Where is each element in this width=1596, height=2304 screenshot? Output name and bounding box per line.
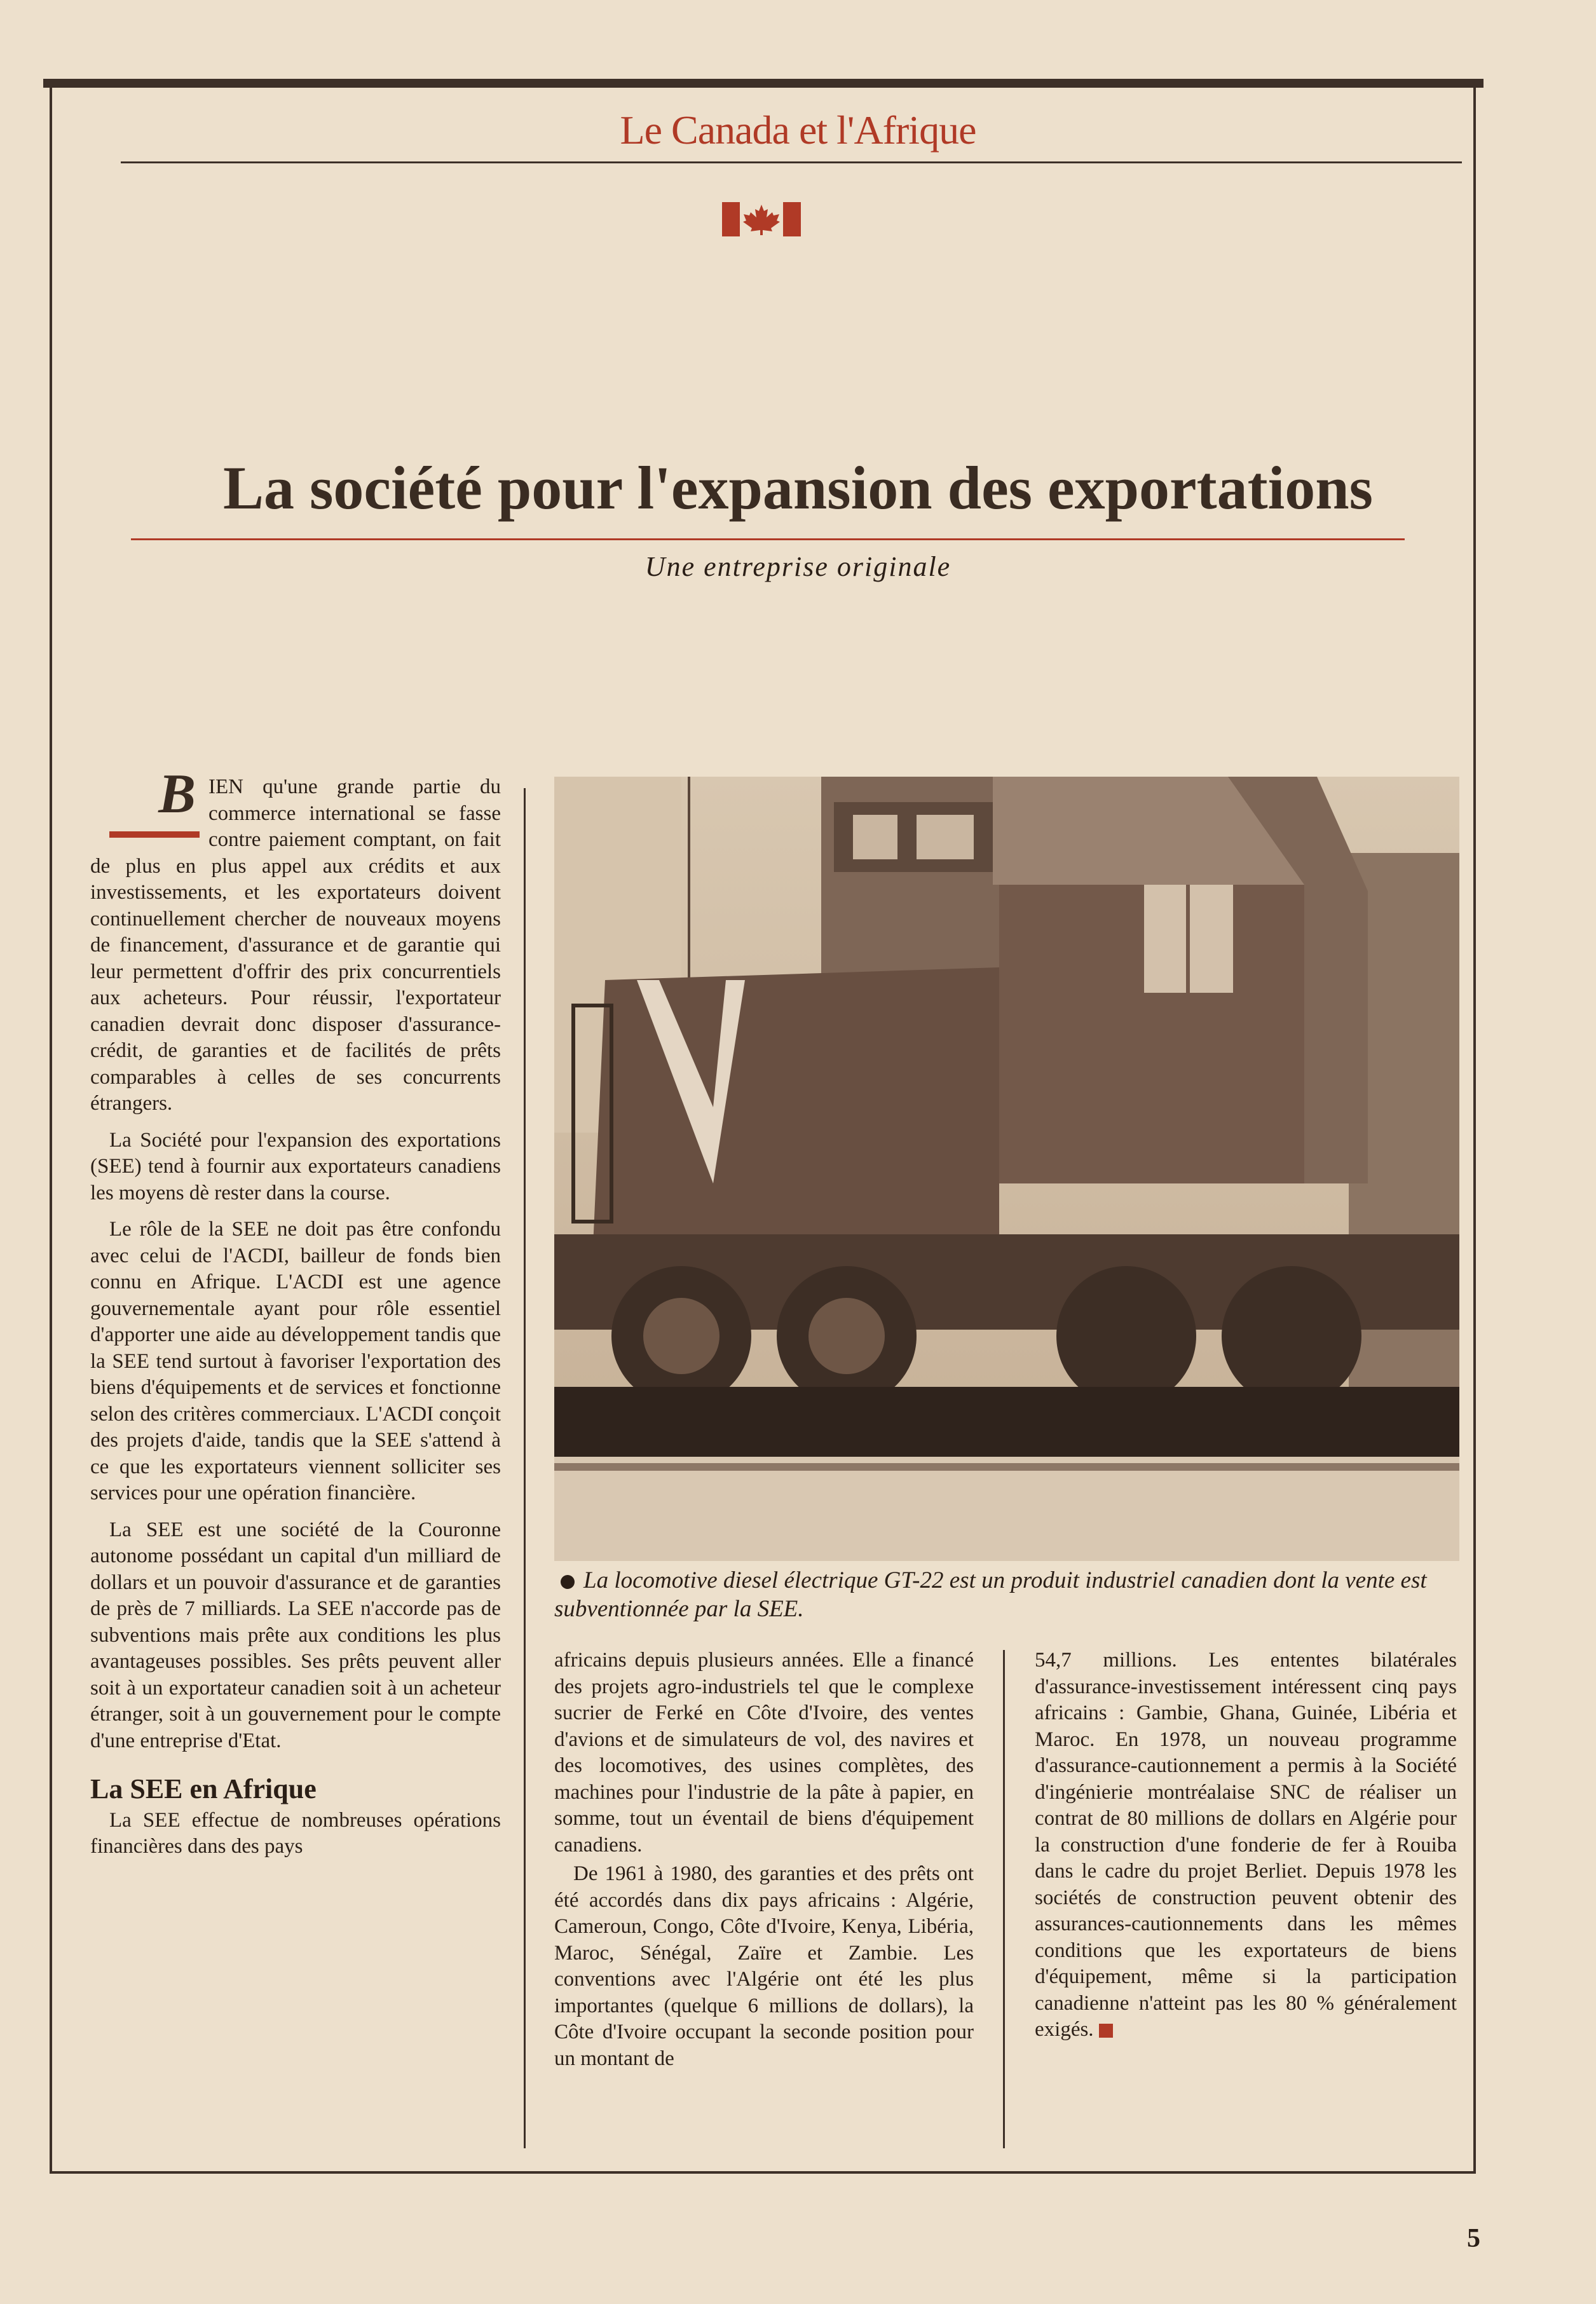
canada-flag-icon: [722, 202, 801, 236]
paragraph: africains depuis plusieurs années. Elle a financé des projets agro-industriels tel que le complexe sucrier de Ferké en Côte d'Ivoire, des ventes d'avions et de simulateurs de vol, des navires et des locomotives, des usines complètes, des machines pour l'industrie de la pâte à papier, en somme, tout un éventail de biens d'équipement canadiens.: [554, 1649, 974, 1857]
paragraph: La SEE est une société de la Couronne autonome possédant un capital d'un milliard de dollars et un pouvoir d'assurance et de garanties de près de 7 milliards. La SEE n'accorde pas de subventions mais prête aux conditions les plus avantageuses possibles. Ses prêts peuvent aller soit à un exportateur canadien soit à un acheteur étranger, soit à un gouvernement pour le compte d'une entreprise d'Etat.: [90, 1518, 501, 1752]
end-mark-icon: [1099, 2024, 1113, 2038]
column-2: [554, 1647, 974, 2072]
subheading: La SEE en Afrique: [90, 1773, 317, 1804]
page-number: 5: [1467, 2224, 1480, 2253]
column-rule: [1003, 1650, 1005, 2148]
headline-rule: [131, 538, 1405, 540]
paragraph: Le rôle de la SEE ne doit pas être confondu avec celui de l'ACDI, bailleur de fonds bien connu en Afrique. L'ACDI est une agence gouvernementale ayant pour rôle essentiel d'apporter une aide au développement tandis que la SEE tend surtout à favoriser l'exportation des biens d'équipements et de services et fonctionne selon des critères commerciaux. L'ACDI conçoit des projets d'aide, tandis que la SEE s'attend à ce que les exportateurs viennent solliciter ses services pour une opération financière.: [90, 1218, 501, 1504]
drop-cap-letter: B: [158, 763, 196, 825]
photo-caption: [554, 1566, 1459, 1623]
paragraph: [1035, 1647, 1457, 2043]
subtitle: Une entreprise originale: [645, 551, 951, 582]
bullet-icon: [561, 1575, 575, 1589]
headline: La société pour l'expansion des exportations: [223, 454, 1373, 522]
paragraph: De 1961 à 1980, des garanties et des prêts ont été accordés dans dix pays africains : Algérie, Cameroun, Congo, Côte d'Ivoire, Kenya, Libéria, Maroc, Sénégal, Zaïre et Zambie. Les conventions avec l'Algérie ont été les plus importantes (quelque 6 millions de dollars), la Côte d'Ivoire occupant la seconde position pour un montant de: [554, 1862, 974, 2070]
paragraph: IEN qu'une grande partie du commerce international se fasse contre paiement comptant, on fait de plus en plus appel aux crédits et aux investissements, et les exportateurs doivent continuellement chercher de nouveaux moyens de financement, d'assurance et de garantie qui leur permettent d'offrir des prix concurrentiels aux acheteurs. Pour réussir, l'exportateur canadien devrait donc disposer d'assurance-crédit, de garanties et de facilités de prêts comparables à celles de ses concurrents étrangers.: [90, 775, 501, 1115]
column-3: [1035, 1647, 1457, 2043]
column-rule: [524, 788, 526, 2148]
locomotive-photo: [554, 777, 1459, 1561]
caption-text: La locomotive diesel électrique GT-22 est un produit industriel canadien dont la vente est subventionnée par la SEE.: [554, 1567, 1427, 1622]
header-rule: [121, 161, 1462, 163]
top-rule: [43, 79, 1483, 88]
paragraph-text: 54,7 millions. Les ententes bilatérales d'assurance-investissement intéressent cinq pays africains : Gambie, Ghana, Guinée, Libéria et Maroc. En 1978, un nouveau programme d'assurance-cautionnement a permis à la Société d'ingénierie montréalaise SNC de réaliser un contrat de 80 millions de dollars en Algérie pour la construction d'une fonderie de fer à Rouiba dans le cadre du projet Berliet. Depuis 1978 les sociétés de construction peuvent obtenir des assurances-cautionnements dans les mêmes conditions que les exportateurs de biens d'équipement, même si la participation canadienne n'atteint pas les 80 % généralement exigés.: [1035, 1649, 1457, 2041]
section-title: Le Canada et l'Afrique: [620, 107, 976, 153]
column-1: [90, 763, 501, 1860]
paragraph: La SEE effectue de nombreuses opérations financières dans des pays: [90, 1808, 501, 1858]
drop-cap-bar: [109, 831, 200, 838]
paragraph: La Société pour l'expansion des exportations (SEE) tend à fournir aux exportateurs canadiens les moyens dè rester dans la course.: [90, 1128, 501, 1204]
drop-cap: [90, 763, 200, 844]
